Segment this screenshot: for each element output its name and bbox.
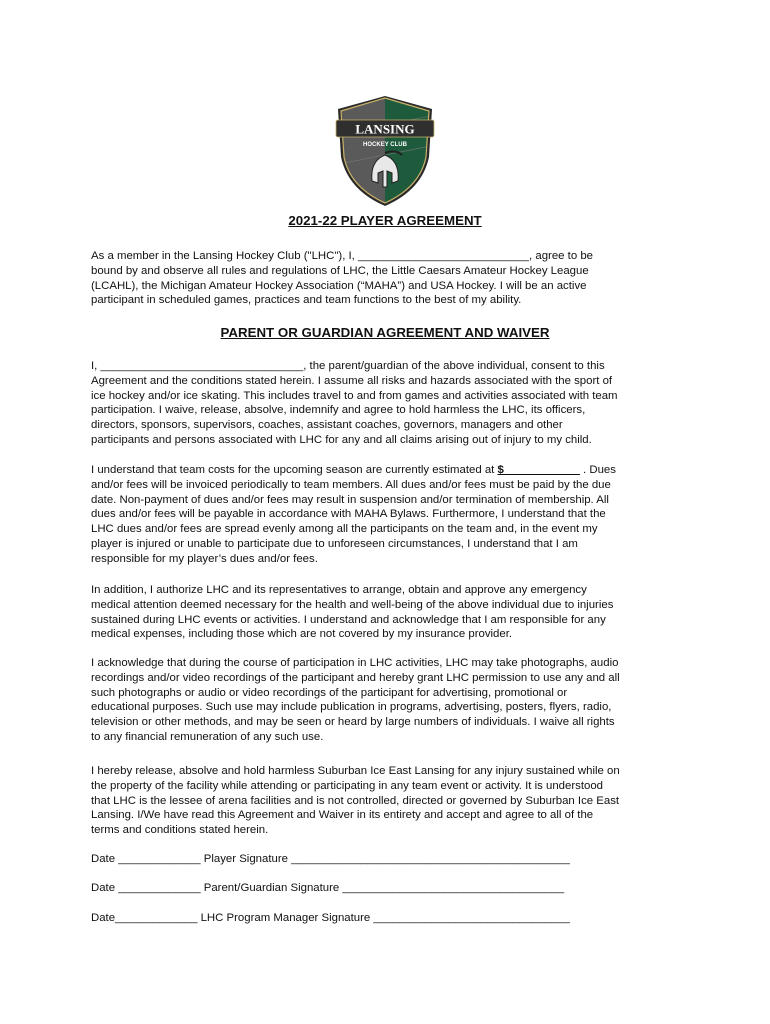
team-costs-paragraph xyxy=(91,463,681,567)
media-release-paragraph: I acknowledge that during the course of participation in LHC activities, LHC may take photographs, audio recordings and/or video recordings of the participant and hereby grant LHC permission to use any and all such photographs or audio or video recordings of the participant for advertising, promotional or educational purposes. Such use may include publication in programs, advertising, posters, flyers, radio, television or other methods, and may be seen or heard by large numbers of individuals. I waive all rights to any financial remuneration of any such use. xyxy=(91,657,620,743)
parent-guardian-signature-line[interactable]: Date _____________ Parent/Guardian Signature ___________________________________ xyxy=(91,882,565,894)
medical-authorization-paragraph: In addition, I authorize LHC and its representatives to arrange, obtain and approve any emergency medical attention deemed necessary for the health and well-being of the above individual due to injuries sustained during LHC events or activities. I understand and acknowledge that I am responsible for any medical expenses, including those which are not covered by my insurance provider. xyxy=(91,584,614,641)
player-agreement-paragraph: As a member in the Lansing Hockey Club ("LHC"), I, ___________________________, agree to be bound by and observe all rules and regulations of LHC, the Little Caesars Amateur Hockey League (LCAHL), the Michigan Amateur Hockey Association (“MAHA”) and USA Hockey. I will be an active participant in scheduled games, practices and team functions to the best of my ability. xyxy=(91,250,594,307)
team-costs-rest: . Dues and/or fees will be invoiced periodically to team members. All dues and/or fees must be paid by the due date. Non-payment of dues and/or fees may result in suspension and/or termination of membership. All dues and/or fees will be payable in accordance with MAHA Bylaws. Furthermore, I understand that the LHC dues and/or fees are spread evenly among all the participants on the team and, in the event my player is injured or unable to participate due to unforeseen circumstances, I understand that I am responsible for my player’s dues and/or fees. xyxy=(91,464,616,565)
waiver-subtitle: PARENT OR GUARDIAN AGREEMENT AND WAIVER xyxy=(220,325,550,340)
logo-name: LANSING xyxy=(355,121,415,137)
estimated-cost-field[interactable]: $____________ xyxy=(497,464,580,476)
guardian-consent-paragraph: I, ________________________________, the parent/guardian of the above individual, consent to this Agreement and the conditions stated herein. I assume all risks and hazards associated with the sport of ice hockey and/or ice skating. This includes travel to and from games and activities associated with team participation. I waive, release, absolve, indemnify and agree to hold harmless the LHC, its officers, directors, sponsors, supervisors, coaches, assistant coaches, governors, managers and other participants and persons associated with LHC for any and all claims arising out of injury to my child. xyxy=(91,360,618,446)
logo-subtitle: HOCKEY CLUB xyxy=(363,142,407,148)
player-signature-line[interactable]: Date _____________ Player Signature ____________________________________________ xyxy=(91,853,570,865)
facility-release-paragraph: I hereby release, absolve and hold harmless Suburban Ice East Lansing for any injury sustained while on the property of the facility while attending or participating in any team event or activity. It is understood that LHC is the lessee of arena facilities and is not controlled, directed or governed by Suburban Ice East Lansing. I/We have read this Agreement and Waiver in its entirety and accept and agree to all of the terms and conditions stated herein. xyxy=(91,765,620,837)
lansing-hockey-club-logo xyxy=(334,95,436,207)
program-manager-signature-line[interactable]: Date_____________ LHC Program Manager Signature _______________________________ xyxy=(91,912,570,924)
document-title: 2021-22 PLAYER AGREEMENT xyxy=(288,213,482,228)
team-costs-lead: I understand that team costs for the upcoming season are currently estimated at xyxy=(91,464,498,476)
